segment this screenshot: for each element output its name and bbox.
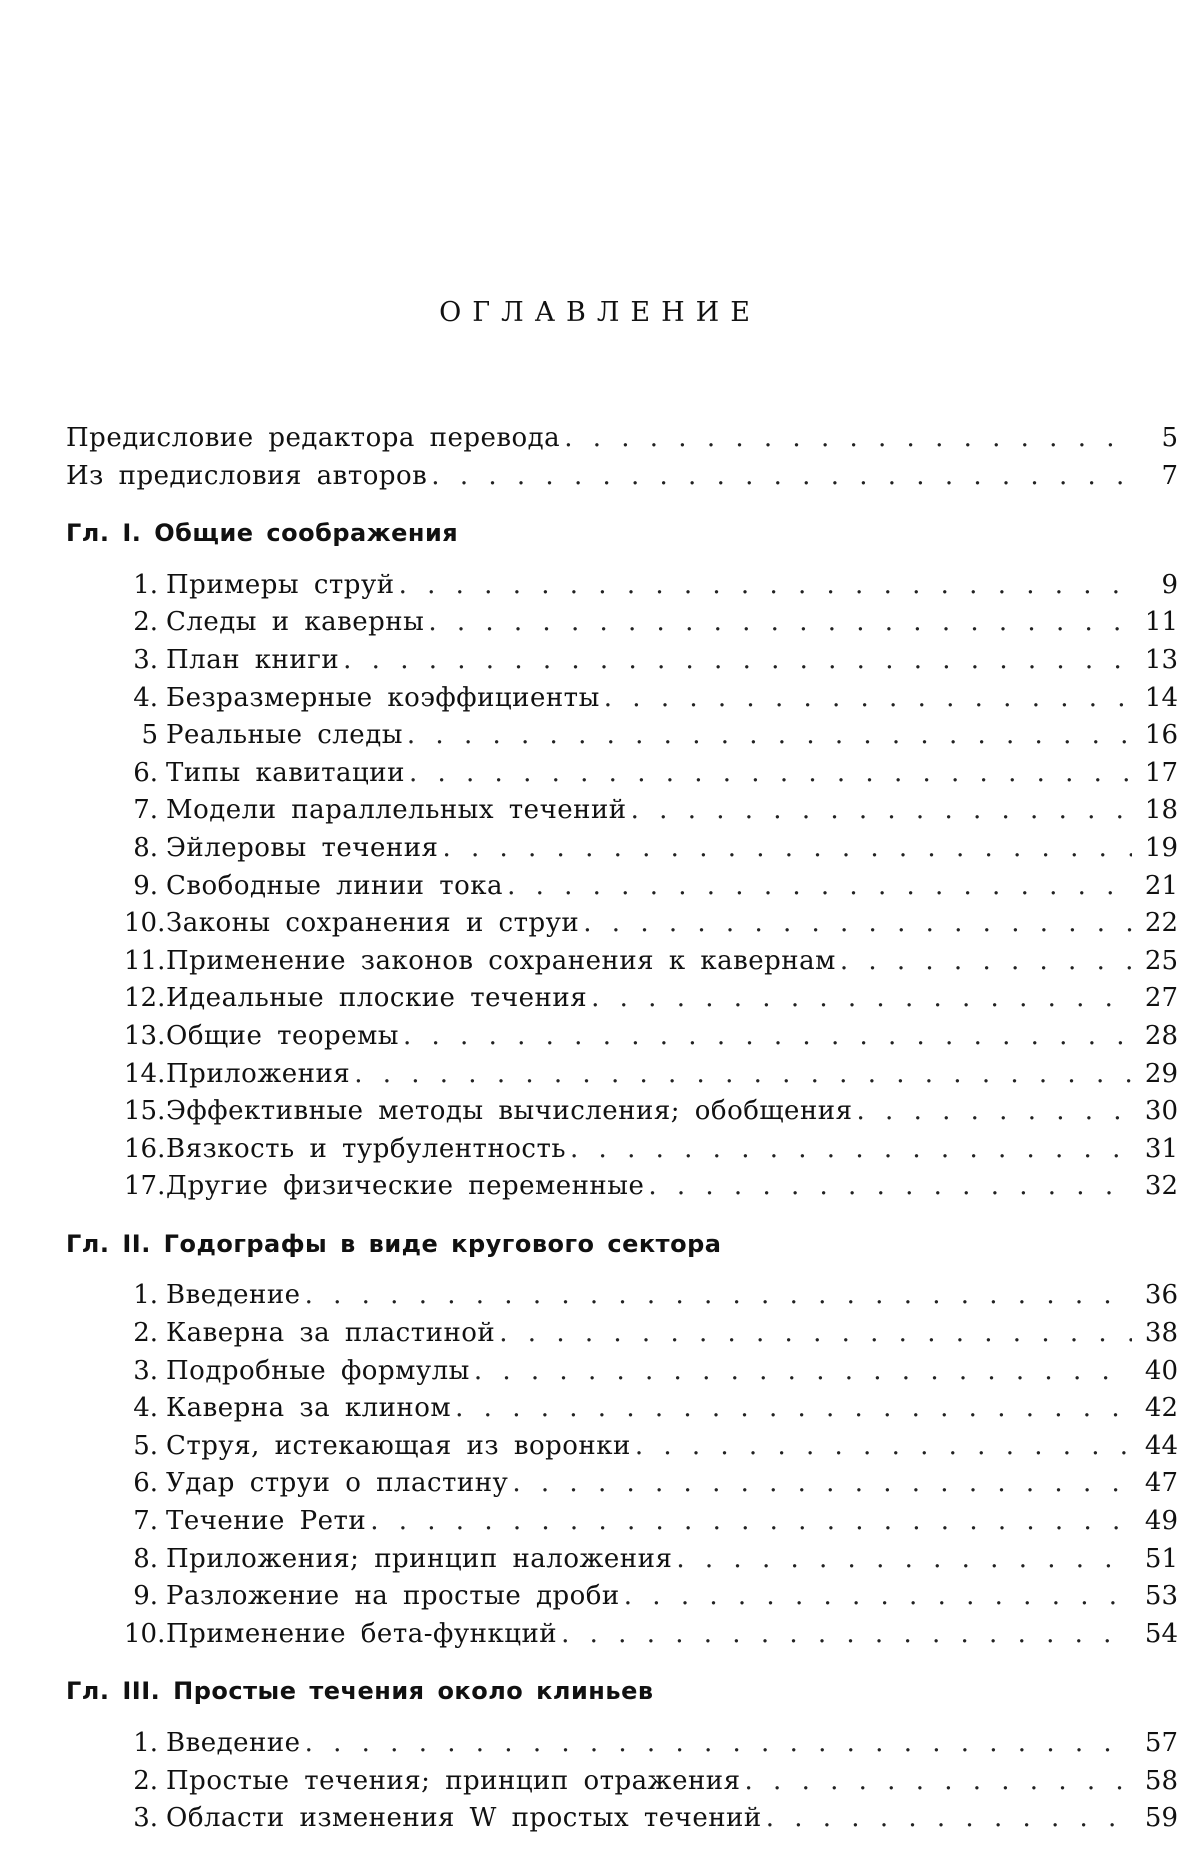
toc-entry-page: 53 xyxy=(1144,1581,1178,1612)
dot-leader xyxy=(305,1277,1132,1315)
toc-entry-number: 2. xyxy=(133,1318,158,1349)
dot-leader xyxy=(857,1093,1132,1131)
dot-leader xyxy=(499,1315,1132,1353)
toc-entry xyxy=(66,980,1178,1018)
dot-leader xyxy=(305,1725,1132,1763)
toc-entry-title: Идеальные плоские течения xyxy=(166,983,588,1014)
toc-entry-page: 22 xyxy=(1144,908,1178,939)
toc-entry xyxy=(66,1353,1178,1391)
dot-leader xyxy=(407,717,1132,755)
toc-entry-page: 44 xyxy=(1144,1430,1178,1461)
toc-entry xyxy=(66,1390,1178,1428)
toc-entry xyxy=(66,755,1178,793)
dot-leader xyxy=(745,1763,1132,1801)
toc-entry-number: 9. xyxy=(133,1581,158,1612)
toc-entry-title: Области изменения W простых течений xyxy=(166,1803,762,1834)
toc-entry-number: 7. xyxy=(133,795,158,826)
toc-entry-page: 13 xyxy=(1144,644,1178,675)
toc-entry-number: 9. xyxy=(133,870,158,901)
toc-entry-page: 54 xyxy=(1144,1618,1178,1649)
toc-entry-number: 2. xyxy=(133,1765,158,1796)
dot-leader xyxy=(591,980,1132,1018)
chapter-heading: Гл. II. Годографы в виде кругового сектора xyxy=(66,1229,722,1258)
dot-leader xyxy=(583,905,1132,943)
dot-leader xyxy=(474,1353,1132,1391)
toc-entry-title: Введение xyxy=(166,1280,301,1311)
toc-entry-title: Разложение на простые дроби xyxy=(166,1581,620,1612)
toc-entry-title: Вязкость и турбулентность xyxy=(166,1133,567,1164)
toc-entry-page: 9 xyxy=(1161,569,1178,600)
toc-entry xyxy=(66,1465,1178,1503)
toc-entry xyxy=(66,1315,1178,1353)
toc-entry xyxy=(66,1056,1178,1094)
chapter-heading: Гл. I. Общие соображения xyxy=(66,519,459,548)
toc-entry-page: 42 xyxy=(1144,1393,1178,1424)
toc-entry-page: 28 xyxy=(1144,1020,1178,1051)
toc-entry-page: 38 xyxy=(1144,1318,1178,1349)
toc-entry xyxy=(66,1168,1178,1206)
toc-entry-title: Эйлеровы течения xyxy=(166,832,439,863)
toc-entry-number: 17. xyxy=(124,1171,166,1202)
toc-entry-title: Введение xyxy=(166,1728,301,1758)
toc-entry-title: Применение законов сохранения к кавернам xyxy=(166,945,836,976)
toc-entry-title: Типы кавитации xyxy=(166,757,405,788)
toc-entry-front-0 xyxy=(66,420,1178,458)
dot-leader xyxy=(604,680,1132,718)
toc-entry-number: 10. xyxy=(124,1618,166,1649)
toc-entry xyxy=(66,1018,1178,1056)
dot-leader xyxy=(624,1578,1132,1616)
dot-leader xyxy=(428,604,1132,642)
toc-entry-number: 8. xyxy=(133,832,158,863)
toc-entry-title: Удар струи о пластину xyxy=(166,1468,509,1499)
toc-entry-page: 27 xyxy=(1144,983,1178,1014)
toc-entry-title: Другие физические переменные xyxy=(166,1171,645,1202)
page-title: ОГЛАВЛЕНИЕ xyxy=(439,297,761,328)
toc-entry-page: 57 xyxy=(1144,1728,1178,1758)
toc-entry-number: 1. xyxy=(133,1728,158,1758)
toc-entry-title: Течение Рети xyxy=(166,1506,367,1537)
toc-entry-title: Струя, истекающая из воронки xyxy=(166,1430,631,1461)
toc-entry xyxy=(66,642,1178,680)
toc-entry-title: Каверна за пластиной xyxy=(166,1318,496,1349)
toc-entry-number: 14. xyxy=(124,1058,166,1089)
toc-entry-number: 6. xyxy=(133,757,158,788)
dot-leader xyxy=(564,420,1132,458)
dot-leader xyxy=(631,792,1132,830)
dot-leader xyxy=(512,1465,1132,1503)
toc-entry-number: 16. xyxy=(124,1133,166,1164)
toc-entry xyxy=(66,1503,1178,1541)
toc-entry-page: 47 xyxy=(1144,1468,1178,1499)
dot-leader xyxy=(409,755,1132,793)
toc-entry-number: 3. xyxy=(133,1355,158,1386)
toc-entry xyxy=(66,792,1178,830)
toc-entry-page: 14 xyxy=(1144,682,1178,713)
table-of-contents xyxy=(66,420,1178,1838)
toc-entry-number: 1. xyxy=(133,1280,158,1311)
toc-entry-title: Безразмерные коэффициенты xyxy=(166,682,600,713)
toc-entry-number: 1. xyxy=(133,569,158,600)
toc-entry-number: 3. xyxy=(133,1803,158,1834)
toc-entry xyxy=(66,905,1178,943)
toc-entry-page: 7 xyxy=(1161,460,1178,491)
toc-entry-number: 12. xyxy=(124,983,166,1014)
toc-entry-page: 49 xyxy=(1144,1506,1178,1537)
dot-leader xyxy=(766,1800,1132,1838)
dot-leader xyxy=(403,1018,1132,1056)
toc-entry-title: Подробные формулы xyxy=(166,1355,470,1386)
toc-entry-page: 19 xyxy=(1144,832,1178,863)
chapter-heading: Гл. III. Простые течения около клиньев xyxy=(66,1677,654,1706)
toc-entry-page: 21 xyxy=(1144,870,1178,901)
toc-entry xyxy=(66,1725,1178,1763)
toc-entry-title: Приложения; принцип наложения xyxy=(166,1543,673,1574)
toc-entry-page: 25 xyxy=(1144,945,1178,976)
dot-leader xyxy=(570,1131,1132,1169)
toc-entry xyxy=(66,1541,1178,1579)
toc-entry-page: 5 xyxy=(1161,423,1178,453)
toc-entry-page: 29 xyxy=(1144,1058,1178,1089)
toc-entry-number: 15. xyxy=(124,1096,166,1127)
toc-entry-page: 59 xyxy=(1144,1803,1178,1834)
toc-entry-page: 32 xyxy=(1144,1171,1178,1202)
toc-entry xyxy=(66,868,1178,906)
toc-entry-number: 7. xyxy=(133,1506,158,1537)
toc-entry-page: 30 xyxy=(1144,1096,1178,1127)
toc-entry xyxy=(66,1800,1178,1838)
dot-leader xyxy=(561,1616,1132,1654)
toc-entry-page: 11 xyxy=(1144,607,1178,638)
toc-entry-page: 58 xyxy=(1144,1765,1178,1796)
toc-entry-title: Общие теоремы xyxy=(166,1020,399,1051)
dot-leader xyxy=(455,1390,1132,1428)
toc-entry xyxy=(66,1578,1178,1616)
dot-leader xyxy=(399,567,1132,605)
toc-entry-title: Применение бета-функций xyxy=(166,1618,558,1649)
toc-entry xyxy=(66,680,1178,718)
dot-leader xyxy=(635,1428,1132,1466)
toc-entry-title: Простые течения; принцип отражения xyxy=(166,1765,741,1796)
toc-entry-page: 17 xyxy=(1144,757,1178,788)
chapters xyxy=(66,515,1178,1838)
toc-entry xyxy=(66,1763,1178,1801)
toc-entry-title: Следы и каверны xyxy=(166,607,425,638)
toc-entry-page: 16 xyxy=(1144,720,1178,751)
dot-leader xyxy=(648,1168,1132,1206)
toc-entry-number: 2. xyxy=(133,607,158,638)
toc-entry-page: 18 xyxy=(1144,795,1178,826)
toc-entry-number: 10. xyxy=(124,908,166,939)
toc-entry xyxy=(66,830,1178,868)
toc-entry xyxy=(66,1131,1178,1169)
toc-entry-page: 36 xyxy=(1144,1280,1178,1311)
dot-leader xyxy=(343,642,1132,680)
toc-entry-number: 11. xyxy=(124,945,166,976)
toc-entry-number: 8. xyxy=(133,1543,158,1574)
toc-entry-title: Эффективные методы вычисления; обобщения xyxy=(166,1096,853,1127)
dot-leader xyxy=(354,1056,1132,1094)
toc-entry xyxy=(66,943,1178,981)
toc-entry-number: 4. xyxy=(133,1393,158,1424)
dot-leader xyxy=(370,1503,1132,1541)
dot-leader xyxy=(507,868,1132,906)
toc-entry-title: Каверна за клином xyxy=(166,1393,452,1424)
toc-entry-title: Свободные линии тока xyxy=(166,870,504,901)
toc-entry xyxy=(66,567,1178,605)
toc-entry-number: 4. xyxy=(133,682,158,713)
toc-entry xyxy=(66,1093,1178,1131)
toc-entry xyxy=(66,604,1178,642)
toc-entry-title: Законы сохранения и струи xyxy=(166,908,580,939)
toc-entry-page: 51 xyxy=(1144,1543,1178,1574)
toc-entry-number: 13. xyxy=(124,1020,166,1051)
toc-entry xyxy=(66,1428,1178,1466)
toc-entry xyxy=(66,1616,1178,1654)
dot-leader xyxy=(431,458,1132,496)
toc-entry xyxy=(66,717,1178,755)
toc-entry-number: 5. xyxy=(133,1430,158,1461)
toc-entry-number: 3. xyxy=(133,644,158,675)
dot-leader xyxy=(442,830,1132,868)
toc-entry-title: Приложения xyxy=(166,1058,351,1089)
toc-entry-number: 5 xyxy=(141,720,158,751)
dot-leader xyxy=(840,943,1132,981)
toc-entry-title: Примеры струй xyxy=(166,569,395,600)
toc-entry-title: Предисловие редактора перевода xyxy=(66,423,561,453)
toc-entry-front-1 xyxy=(66,458,1178,496)
toc-entry-page: 40 xyxy=(1144,1355,1178,1386)
toc-entry-title: Из предисловия авторов xyxy=(66,460,428,491)
dot-leader xyxy=(676,1541,1132,1579)
toc-entry xyxy=(66,1277,1178,1315)
toc-entry-page: 31 xyxy=(1144,1133,1178,1164)
toc-entry-title: Реальные следы xyxy=(166,720,403,751)
toc-entry-title: Модели параллельных течений xyxy=(166,795,627,826)
toc-entry-number: 6. xyxy=(133,1468,158,1499)
toc-entry-title: План книги xyxy=(166,644,340,675)
